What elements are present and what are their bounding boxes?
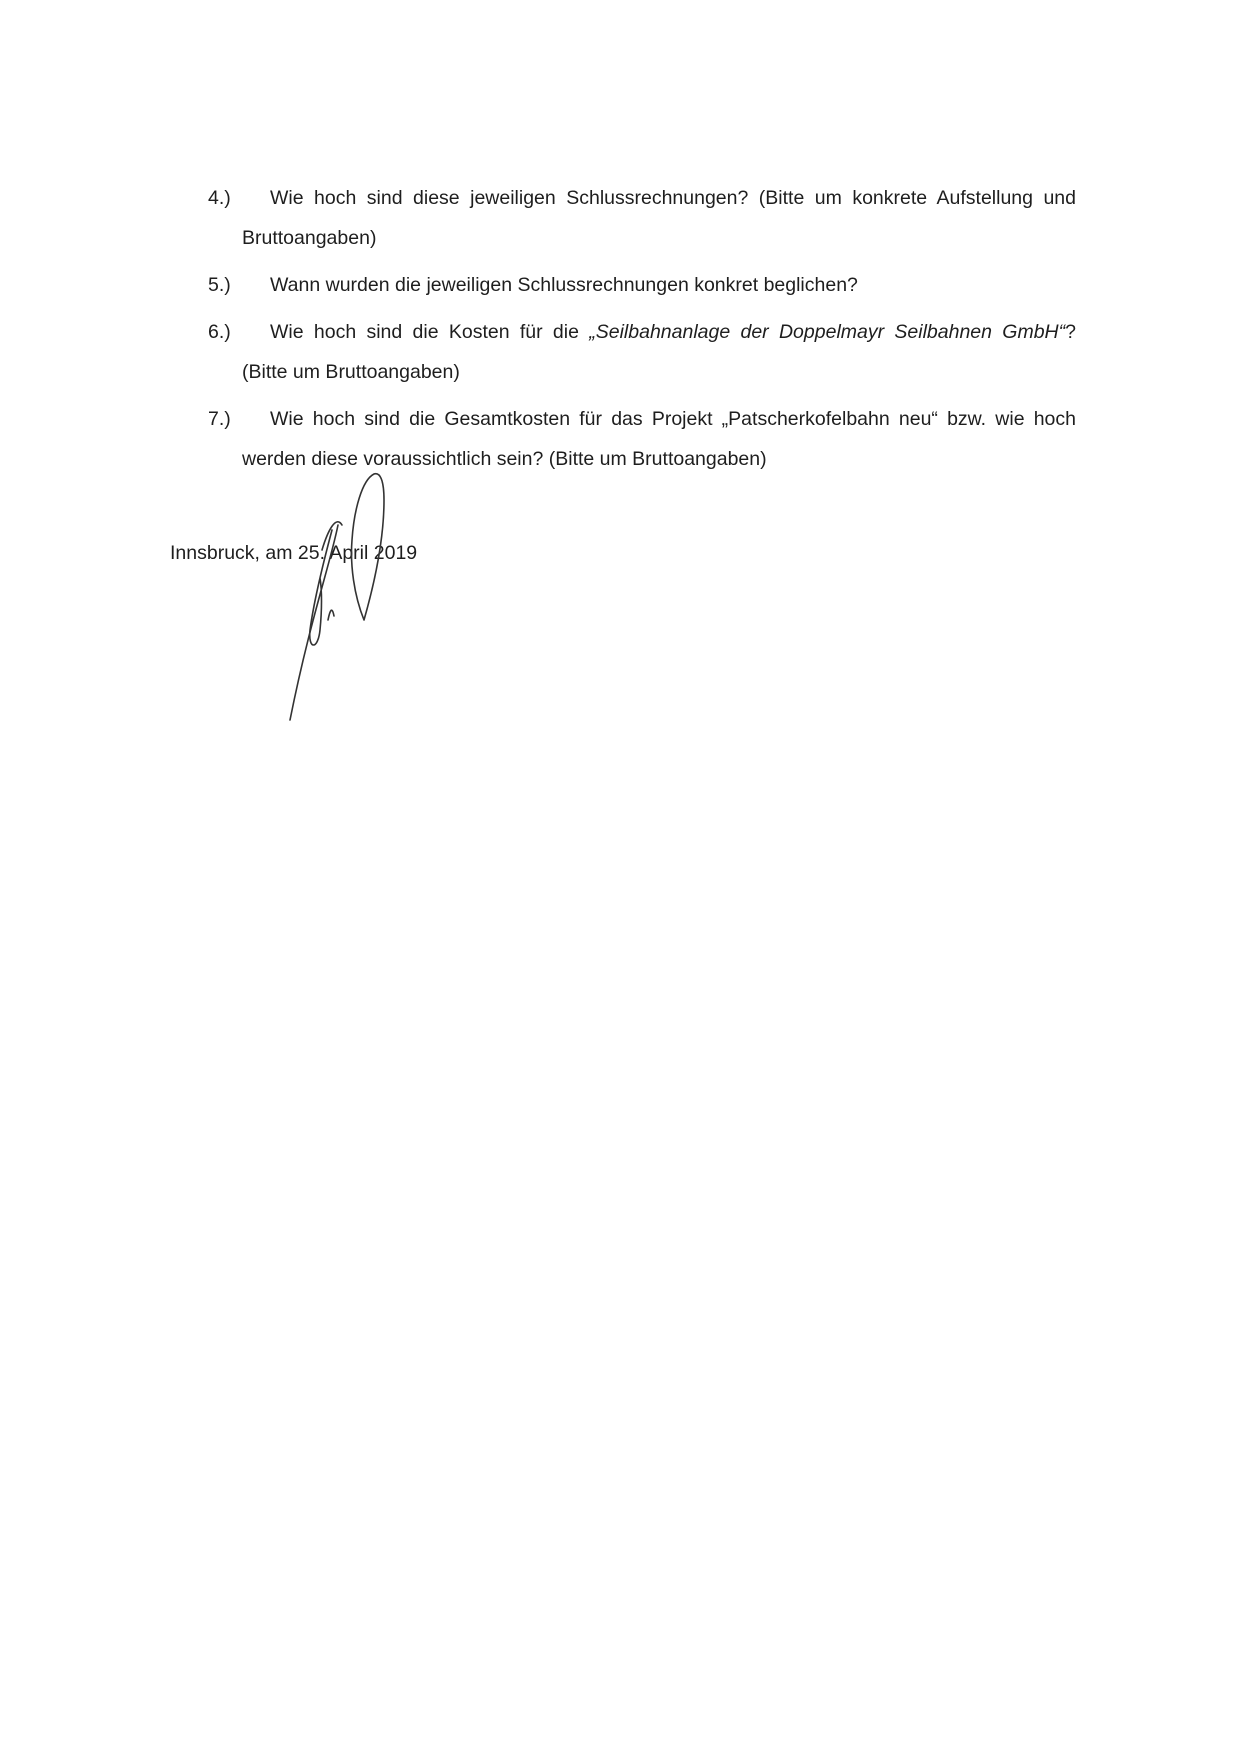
question-number: 4.) [208, 187, 231, 209]
question-text: Wie hoch sind die Gesamtkosten für das Projekt „Patscherkofelbahn neu“ bzw. wie hoch [270, 408, 1076, 430]
question-item-5 [208, 265, 1076, 305]
question-text: Wie hoch sind diese jeweiligen Schlussrechnungen? (Bitte um konkrete Aufstellung und [270, 187, 1076, 209]
question-item-6 [208, 312, 1076, 392]
question-number: 6.) [208, 321, 231, 343]
question-number: 7.) [208, 408, 231, 430]
question-text-continued: (Bitte um Bruttoangaben) [242, 361, 460, 383]
question-item-4 [208, 178, 1076, 258]
place-and-date: Innsbruck, am 25. April 2019 [170, 542, 418, 564]
question-text-continued: Bruttoangaben) [242, 227, 377, 249]
project-name-italic: „Seilbahnanlage der Doppelmayr Seilbahnen GmbH“ [589, 321, 1066, 343]
question-item-7 [208, 399, 1076, 479]
question-mark: ? [1065, 321, 1076, 343]
question-number: 5.) [208, 274, 231, 296]
question-text-lead: Wie hoch sind die Kosten für die [270, 321, 590, 343]
handwritten-signature-icon [270, 470, 440, 740]
question-list [208, 178, 1076, 486]
question-text [270, 312, 1076, 352]
question-text-continued: werden diese voraussichtlich sein? (Bitte um Bruttoangaben) [242, 448, 767, 470]
question-text: Wann wurden die jeweiligen Schlussrechnungen konkret beglichen? [270, 274, 858, 296]
